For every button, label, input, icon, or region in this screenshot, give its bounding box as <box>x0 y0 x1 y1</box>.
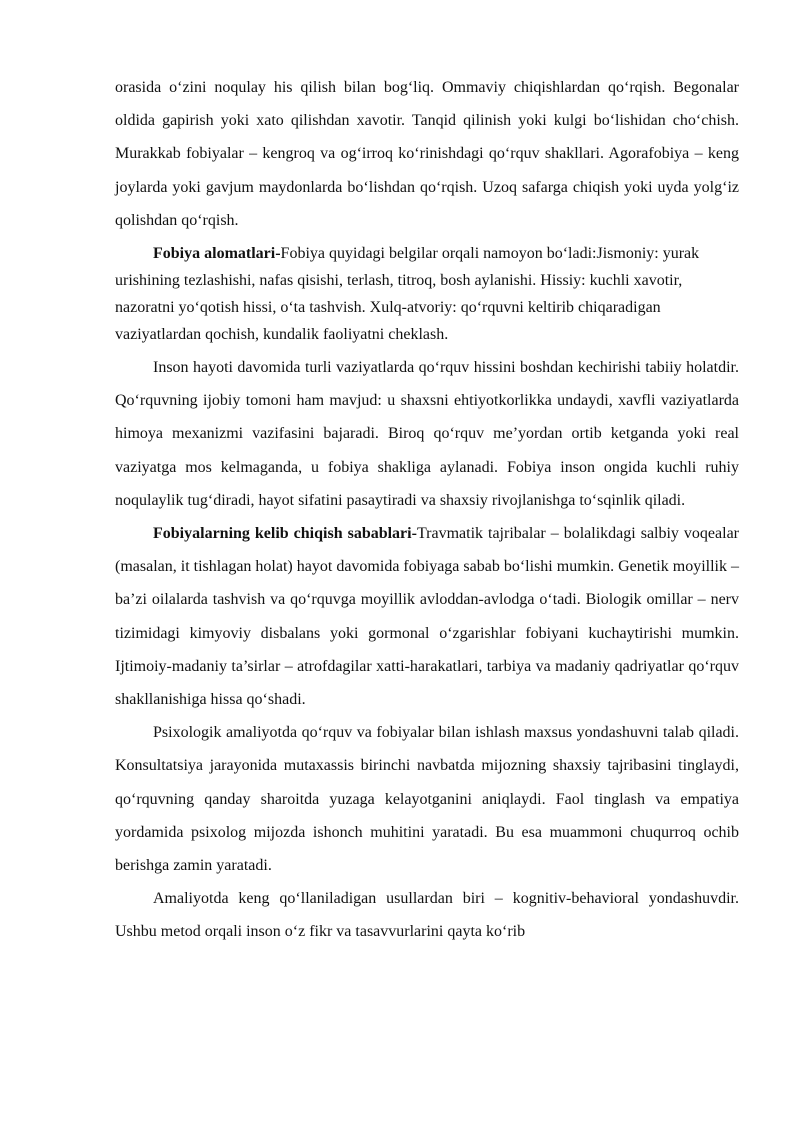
paragraph-text: orasida o‘zini noqulay his qilish bilan bog‘liq. Ommaviy chiqishlardan qo‘rqish. Begonalar oldida gapirish yoki xato qilishdan xavotir. Tanqid qilinish yoki kulgi bo‘lishidan cho‘chish. Murakkab fobiyalar – kengroq va og‘irroq ko‘rinishdagi qo‘rquv shakllari. Agorafobiya – keng joylarda yoki gavjum maydonlarda bo‘lishdan qo‘rqish. Uzoq safarga chiqish yoki uyda yolg‘iz qolishdan qo‘rqish. <box>115 79 739 229</box>
paragraph-text: Inson hayoti davomida turli vaziyatlarda qo‘rquv hissini boshdan kechirishi tabiiy holatdir. Qo‘rquvning ijobiy tomoni ham mavjud: u shaxsni ehtiyotkorlikka undaydi, xavfli vaziyatlarda himoya mexanizmi vazifasini bajaradi. Biroq qo‘rquv me’yordan ortib ketganda yoki real vaziyatga mos kelmaganda, u fobiya shakliga aylanadi. Fobiya inson ongida kuchli ruhiy noqulaylik tug‘diradi, hayot sifatini pasaytiradi va shaxsiy rivojlanishga to‘sqinlik qiladi. <box>115 359 739 509</box>
paragraph-text: Travmatik tajribalar – bolalikdagi salbiy voqealar (masalan, it tishlagan holat) hayot davomida fobiyaga sabab bo‘lishi mumkin. Genetik moyillik – ba’zi oilalarda tashvish va qo‘rquvga moyillik avloddan-avlodga o‘tadi. Biologik omillar – nerv tizimidagi kimyoviy disbalans yoki gormonal o‘zgarishlar fobiyani kuchaytirishi mumkin. Ijtimoiy-madaniy ta’sirlar – atrofdagilar xatti-harakatlari, tarbiya va madaniy qadriyatlar qo‘rquv shakllanishiga hissa qo‘shadi. <box>115 525 739 709</box>
section-heading-symptoms: Fobiya alomatlari- <box>153 245 281 263</box>
paragraph-cognitive-behavioral <box>115 882 739 948</box>
paragraph-psychological-practice <box>115 716 739 882</box>
document-page <box>115 71 739 949</box>
paragraph-phobia-causes <box>115 517 739 716</box>
paragraph-phobia-symptoms <box>115 240 739 348</box>
paragraph-text: Psixologik amaliyotda qo‘rquv va fobiyalar bilan ishlash maxsus yondashuvni talab qiladi. Konsultatsiya jarayonida mutaxassis birinchi navbatda mijozning shaxsiy tajribasini tinglaydi, qo‘rquvning qanday sharoitda yuzaga kelayotganini aniqlaydi. Faol tinglash va empatiya yordamida psixolog mijozda ishonch muhitini yaratadi. Bu esa muammoni chuqurroq ochib berishga zamin yaratadi. <box>115 724 739 875</box>
paragraph-text: Fobiya quyidagi belgilar orqali namoyon bo‘ladi:Jismoniy: yurak urishining tezlashishi, nafas qisishi, terlash, titroq, bosh aylanishi. Hissiy: kuchli xavotir, nazoratni yo‘qotish hissi, o‘ta tashvish. Xulq-atvoriy: qo‘rquvni keltirib chiqaradigan vaziyatlardan qochish, kundalik faoliyatni cheklash. <box>115 245 700 344</box>
section-heading-causes: Fobiyalarning kelib chiqish sabablari- <box>153 525 417 543</box>
paragraph-fear-in-life <box>115 351 739 517</box>
paragraph-social-phobia-continued <box>115 71 739 237</box>
paragraph-text: Amaliyotda keng qo‘llaniladigan usullardan biri – kognitiv-behavioral yondashuvdir. Ushbu metod orqali inson o‘z fikr va tasavvurlarini qayta ko‘rib <box>115 890 739 941</box>
